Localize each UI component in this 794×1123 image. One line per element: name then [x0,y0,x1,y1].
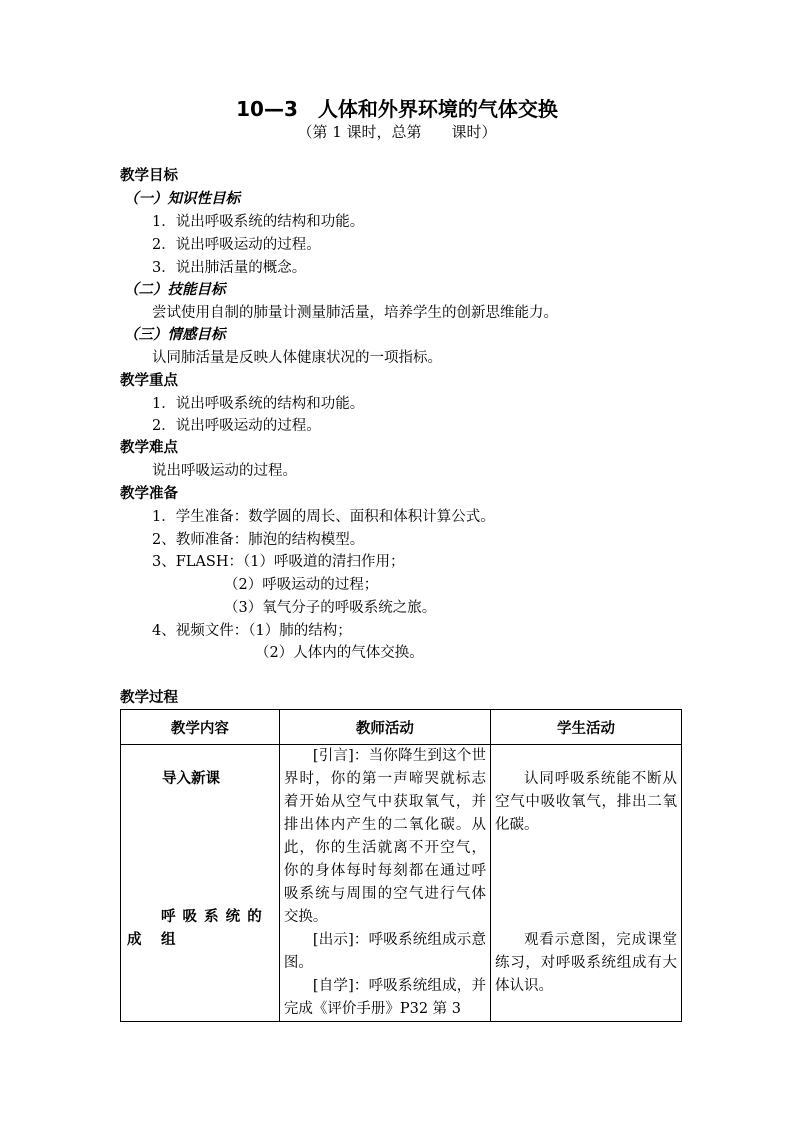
heading-emotion-goals: （三）情感目标 [124,327,226,343]
header-teacher-activity: 教师活动 [279,710,490,745]
student-paragraph: 观看示意图，完成课堂练习，对呼吸系统组成有大体认识。 [494,932,677,994]
prep-item: （2）呼吸运动的过程； [224,577,379,593]
cell-teacher-activity [279,745,490,1022]
heading-knowledge-goals: （一）知识性目标 [124,191,240,207]
document-subtitle: （第 1 课时，总第 课时） [297,123,497,141]
teacher-paragraph: [自学]：呼吸系统组成，并完成《评价手册》P32 第 3 [283,978,486,1017]
document-title: 10—3 人体和外界环境的气体交换 [236,97,558,121]
knowledge-goal-item: 3．说出肺活量的概念。 [152,260,307,276]
teaching-process-table [120,709,682,1022]
header-student-activity: 学生活动 [490,710,681,745]
heading-difficult-points: 教学难点 [120,440,178,456]
heading-key-points: 教学重点 [120,373,178,389]
prep-item: 2、教师准备：肺泡的结构模型。 [152,532,365,548]
emotion-goal-text: 认同肺活量是反映人体健康状况的一项指标。 [152,350,442,366]
skill-goal-text: 尝试使用自制的肺量计测量肺活量，培养学生的创新思维能力。 [152,305,558,321]
heading-skill-goals: （二）技能目标 [124,282,226,298]
cell-student-activity [490,745,681,1022]
heading-teaching-process: 教学过程 [120,690,178,706]
heading-preparation: 教学准备 [120,486,178,502]
student-paragraph: 认同呼吸系统能不断从空气中吸收氧气，排出二氧化碳。 [494,771,677,833]
heading-teaching-goals: 教学目标 [120,168,178,184]
label-respiratory-system: 呼 吸 系 统 的 组 [161,909,263,948]
key-point-item: 2．说出呼吸运动的过程。 [152,418,321,434]
prep-item: 1．学生准备：数学圆的周长、面积和体积计算公式。 [152,509,495,525]
table-row [121,745,682,1022]
prep-item: 3、FLASH：（1）呼吸道的清扫作用； [152,554,405,570]
prep-item: 4、视频文件：（1）肺的结构； [152,623,352,639]
prep-item: （3）氧气分子的呼吸系统之旅。 [224,600,437,616]
prep-item: （2）人体内的气体交换。 [255,645,424,661]
difficult-point-text: 说出呼吸运动的过程。 [152,463,297,479]
cell-content [121,745,280,1022]
table-header-row [121,710,682,745]
label-intro: 导入新课 [162,771,220,787]
key-point-item: 1．说出呼吸系统的结构和功能。 [152,396,365,412]
header-content: 教学内容 [121,710,280,745]
teacher-paragraph: [引言]：当你降生到这个世界时，你的第一声啼哭就标志着开始从空气中获取氧气，并排出体内产生的二氧化碳。从此，你的生活就离不开空气，你的身体每时每刻都在通过呼吸系统与周围的空气进行气体交换。 [283,748,486,925]
teacher-paragraph: [出示]：呼吸系统组成示意图。 [283,932,486,971]
knowledge-goal-item: 1．说出呼吸系统的结构和功能。 [152,214,365,230]
label-respiratory-system-cont: 成 [127,932,142,948]
knowledge-goal-item: 2．说出呼吸运动的过程。 [152,237,321,253]
